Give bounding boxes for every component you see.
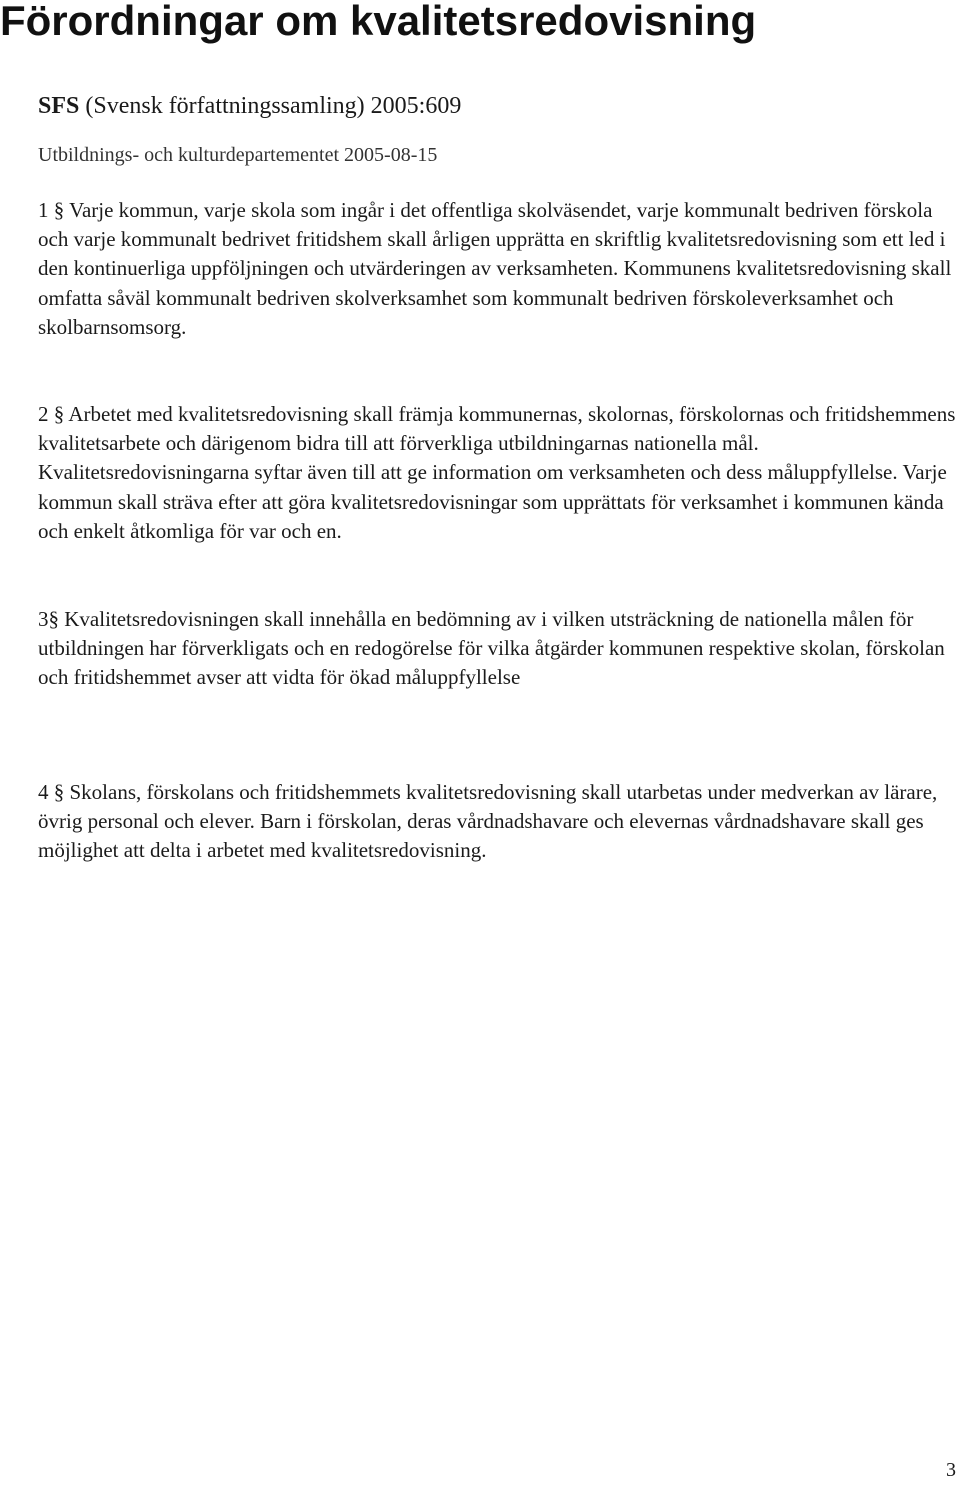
section-symbol-icon: § <box>48 607 59 631</box>
section-paragraph-3 <box>38 605 958 693</box>
section-number: 1 <box>38 198 49 222</box>
section-symbol-icon: § <box>53 198 65 222</box>
section-symbol-icon: § <box>53 780 65 804</box>
section-number: 4 <box>38 780 49 804</box>
section-text: Skolans, förskolans och fritidshemmets kvalitetsredovisning skall utarbetas under medverkan av lärare, övrig personal och elever. Barn i förskolan, deras vårdnadshavare och elevernas vårdnadshavare skall ges möjlighet att delta i arbetet med kvalitetsredovisning. <box>38 780 938 863</box>
section-paragraph-2 <box>38 400 958 546</box>
section-number: 2 <box>38 402 49 426</box>
section-text: Arbetet med kvalitetsredovisning skall främja kommunernas, skolornas, förskolornas och fritidshemmens kvalitetsarbete och därigenom bidra till att förverkliga utbildningarnas nationella mål. Kvalitetsredovisningarna syftar även till att ge information om verksamheten och dess måluppfyllelse. Varje kommun skall sträva efter att göra kvalitetsredovisningar som upprättats för verksamhet i kommunen kända och enkelt åtkomliga för var och en. <box>38 402 956 543</box>
document-title: Förordningar om kvalitetsredovisning <box>0 0 757 44</box>
section-text: Kvalitetsredovisningen skall innehålla en bedömning av i vilken utsträckning de nationella målen för utbildningen har förverkligats och en redogörelse för vilka åtgärder kommunen respektive skolan, förskolan och fritidshemmet avser att vidta för ökad måluppfyllelse <box>38 607 945 690</box>
section-number: 3 <box>38 607 49 631</box>
sfs-details: (Svensk författningssamling) 2005:609 <box>79 93 462 119</box>
sfs-reference <box>38 91 461 121</box>
section-symbol-icon: § <box>53 402 65 426</box>
section-paragraph-1 <box>38 196 958 342</box>
page-number: 3 <box>946 1459 956 1481</box>
sfs-label: SFS <box>38 93 80 119</box>
section-paragraph-4 <box>38 778 958 866</box>
section-text: Varje kommun, varje skola som ingår i det offentliga skolväsendet, varje kommunalt bedriven förskola och varje kommunalt bedrivet fritidshem skall årligen upprätta en skriftlig kvalitetsredovisning som ett led i den kontinuerliga uppföljningen och utvärderingen av verksamheten. Kommunens kvalitetsredovisning skall omfatta såväl kommunalt bedriven skolverksamhet som kommunalt bedriven förskoleverksamhet och skolbarnsomsorg. <box>38 198 952 339</box>
department-date: Utbildnings- och kulturdepartementet 2005-08-15 <box>38 144 438 166</box>
